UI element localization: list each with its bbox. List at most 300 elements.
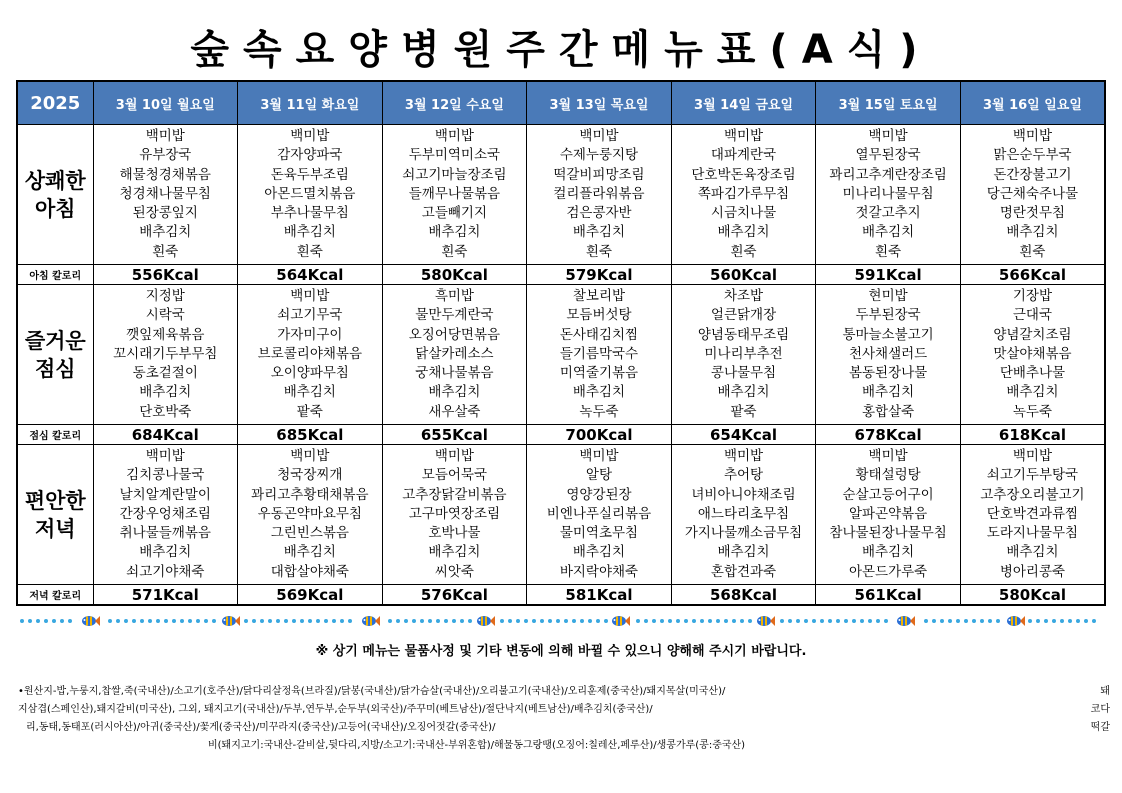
dish-item: 아몬드가루죽: [848, 563, 928, 580]
dot: [108, 619, 112, 623]
dish-item: 그린빈스볶음: [270, 525, 349, 542]
dot: [852, 619, 856, 623]
dish-item: 백미밥: [434, 127, 474, 144]
dish-item: 흰죽: [441, 243, 468, 260]
dot: [412, 619, 416, 623]
dot: [500, 619, 504, 623]
dish-item: 홍합살죽: [862, 403, 915, 420]
menu-cell: [671, 125, 816, 265]
dot: [324, 619, 328, 623]
dish-item: 당근채숙주나물: [986, 185, 1079, 202]
dish-item: 배추김치: [283, 544, 336, 561]
menu-cell: [671, 445, 816, 585]
dish-item: 시락국: [145, 307, 185, 324]
dish-item: 호박나물: [428, 525, 481, 542]
dot: [708, 619, 712, 623]
dot: [308, 619, 312, 623]
kcal-row: [17, 585, 1105, 606]
dish-item: 모듬어묵국: [421, 467, 488, 484]
dot: [860, 619, 864, 623]
kcal-row: [17, 425, 1105, 445]
dot: [740, 619, 744, 623]
fish-icon: [1005, 613, 1025, 629]
dish-item: 들깨무나물볶음: [408, 185, 501, 202]
kcal-value: 655Kcal: [382, 425, 527, 445]
kcal-value: 654Kcal: [671, 425, 816, 445]
menu-cell: [960, 285, 1105, 425]
dot: [196, 619, 200, 623]
dot: [68, 619, 72, 623]
dot: [116, 619, 120, 623]
origin-side-text: 돼: [1100, 686, 1110, 697]
dish-item: 백미밥: [145, 447, 185, 464]
dot: [932, 619, 936, 623]
kcal-value: 556Kcal: [93, 265, 238, 285]
dish-item: 단호박돈육장조림: [691, 166, 796, 183]
dish-item: 돈사태김치찜: [559, 326, 639, 343]
dot: [316, 619, 320, 623]
dot: [156, 619, 160, 623]
dish-item: 배추김치: [1006, 224, 1059, 241]
dot: [124, 619, 128, 623]
dish-item: 부추나물무침: [270, 205, 349, 222]
kcal-value: 568Kcal: [671, 585, 816, 606]
day-header: 3월 15일 토요일: [816, 81, 961, 125]
dot: [644, 619, 648, 623]
kcal-value: 564Kcal: [238, 265, 383, 285]
menu-cell: [382, 445, 527, 585]
dish-item: 차조밥: [723, 287, 764, 304]
kcal-value: 561Kcal: [816, 585, 961, 606]
dot: [260, 619, 264, 623]
dish-item: 감자양파국: [277, 147, 343, 164]
menu-cell: [960, 445, 1105, 585]
dot: [1084, 619, 1088, 623]
dish-item: 백미밥: [579, 447, 619, 464]
dish-item: 배추김치: [1006, 544, 1059, 561]
dish-item: 알탕: [585, 467, 613, 484]
dot: [148, 619, 152, 623]
origin-side-text: 코다: [1090, 704, 1110, 715]
dish-item: 배추김치: [428, 544, 481, 561]
year-cell: 2025: [17, 81, 93, 125]
dot: [348, 619, 352, 623]
dish-item: 대합살야채죽: [270, 563, 349, 580]
dot: [180, 619, 184, 623]
dish-item: 배추김치: [1006, 384, 1059, 401]
dish-item: 봄동된장나물: [848, 365, 928, 382]
dot: [508, 619, 512, 623]
dot: [436, 619, 440, 623]
notice-text: ※ 상기 메뉴는 물품사정 및 기타 변동에 의해 바뀔 수 있으니 양해해 주시기 바랍니다.: [315, 644, 807, 659]
dish-item: 참나물된장나물무침: [829, 525, 947, 542]
fish-icon: [610, 613, 630, 629]
dish-item: 배추김치: [139, 224, 192, 241]
origin-side-fragments: [1060, 683, 1110, 737]
dish-item: 배추김치: [139, 544, 192, 561]
dish-item: 병아리콩죽: [999, 563, 1066, 580]
dot: [660, 619, 664, 623]
dish-item: 아몬드멸치볶음: [264, 185, 356, 202]
dot: [876, 619, 880, 623]
dot: [388, 619, 392, 623]
dish-item: 물미역초무침: [559, 525, 639, 542]
dish-item: 꼬시래기두부무침: [113, 345, 218, 362]
dish-item: 백미밥: [290, 127, 330, 144]
day-header: 3월 12일 수요일: [382, 81, 527, 125]
dish-item: 가자미구이: [277, 326, 343, 343]
dish-item: 영양강된장: [566, 486, 632, 503]
dot: [404, 619, 408, 623]
dot: [820, 619, 824, 623]
dot: [244, 619, 248, 623]
dish-item: 쇠고기야채죽: [126, 563, 205, 580]
dot: [468, 619, 472, 623]
dish-item: 배추김치: [862, 544, 915, 561]
dish-item: 백미밥: [868, 127, 908, 144]
dish-item: 녀비아니야채조림: [691, 486, 796, 503]
dish-item: 추어탕: [723, 467, 764, 484]
meal-row: [17, 125, 1105, 265]
dish-item: 팥죽: [730, 403, 757, 420]
menu-cell: [382, 285, 527, 425]
dish-item: 쇠고기무국: [277, 307, 343, 324]
dish-item: 떡갈비피망조림: [553, 166, 645, 183]
origin-line: 리,동태,동태포(러시아산)/아귀(중국산)/꽃게(중국산)/미꾸라지(중국산)/고등어(국내산)/오징어젓갈(중국산)/: [26, 722, 496, 733]
dot: [20, 619, 24, 623]
dot: [956, 619, 960, 623]
dot: [1060, 619, 1064, 623]
dot: [884, 619, 888, 623]
dot: [724, 619, 728, 623]
dot: [692, 619, 696, 623]
meal-name: [17, 445, 93, 585]
dish-item: 통마늘소불고기: [842, 326, 934, 343]
dot: [572, 619, 576, 623]
dot: [268, 619, 272, 623]
dish-item: 브로콜리야채볶음: [257, 345, 362, 362]
kcal-value: 678Kcal: [816, 425, 961, 445]
dot: [732, 619, 736, 623]
dish-item: 가지나물깨소금무침: [684, 525, 803, 542]
origin-info: [18, 683, 1038, 755]
dot: [804, 619, 808, 623]
menu-cell: [527, 285, 672, 425]
dish-item: 간장우엉채조림: [119, 505, 211, 522]
dish-item: 깻잎제육볶음: [126, 326, 205, 343]
dish-item: 백미밥: [145, 127, 185, 144]
dot: [460, 619, 464, 623]
dish-item: 팥죽: [296, 403, 323, 420]
kcal-value: 569Kcal: [238, 585, 383, 606]
fish-icon: [80, 613, 100, 629]
dish-item: 배추김치: [862, 384, 915, 401]
origin-line: •원산지-밥,누룽지,찹쌀,죽(국내산)/소고기(호주산)/닭다리살정육(브라질)/닭봉(국내산)/닭가슴살(국내산)/오리불고기(국내산)/오리훈제(중국산)/돼지목살(미국산)/: [18, 686, 726, 697]
dish-item: 쇠고기마늘장조림: [402, 166, 507, 183]
meal-name-line: 편안한: [24, 488, 86, 513]
dish-item: 고추장닭갈비볶음: [402, 486, 507, 503]
day-header: 3월 10일 월요일: [93, 81, 238, 125]
day-header: 3월 11일 화요일: [238, 81, 383, 125]
dish-item: 두부미역미소국: [408, 147, 501, 164]
dish-item: 백미밥: [868, 447, 908, 464]
dish-item: 백미밥: [1012, 127, 1052, 144]
origin-line: 지삼겹(스페인산),돼지갈비(미국산), 그외, 돼지고기(국내산)/두부,연두부,순두부(외국산)/주꾸미(베트남산)/절단낙지(베트남산)/배추김치(중국산)/: [18, 704, 653, 715]
dot: [700, 619, 704, 623]
dish-item: 명란젓무침: [999, 205, 1066, 222]
kcal-value: 580Kcal: [960, 585, 1105, 606]
dot: [596, 619, 600, 623]
dish-item: 배추김치: [572, 384, 626, 401]
dish-item: 도라지나물무침: [986, 525, 1079, 542]
dish-item: 기장밥: [1012, 287, 1052, 304]
dish-item: 씨앗죽: [434, 563, 474, 580]
dish-item: 배추김치: [717, 384, 770, 401]
page-title: 숲속요양병원주간메뉴표(A식): [190, 27, 932, 73]
dot: [540, 619, 544, 623]
dot: [748, 619, 752, 623]
dot: [988, 619, 992, 623]
menu-cell: [671, 285, 816, 425]
menu-cell: [527, 445, 672, 585]
decorative-dot-border: [20, 612, 1100, 632]
dish-item: 천사채샐러드: [848, 345, 928, 362]
dish-item: 배추김치: [283, 384, 336, 401]
dish-item: 시금치나물: [710, 205, 777, 222]
dish-item: 양념갈치조림: [993, 326, 1072, 343]
dish-item: 컬리플라워볶음: [553, 185, 645, 202]
dish-item: 청국장찌개: [277, 467, 343, 484]
dot: [980, 619, 984, 623]
dish-item: 청경채나물무침: [119, 185, 211, 202]
menu-cell: [816, 445, 961, 585]
kcal-row: [17, 265, 1105, 285]
day-header: 3월 13일 목요일: [527, 81, 672, 125]
dish-item: 고들빼기지: [421, 205, 488, 222]
menu-cell: [238, 285, 383, 425]
dish-item: 새우살죽: [428, 403, 481, 420]
dish-item: 젓갈고추지: [855, 205, 921, 222]
dish-item: 모듬버섯탕: [566, 307, 632, 324]
dot: [580, 619, 584, 623]
menu-cell: [527, 125, 672, 265]
meal-name-line: 점심: [34, 356, 76, 381]
dish-item: 오이양파무침: [270, 365, 349, 382]
dish-item: 단호박견과류찜: [986, 505, 1079, 522]
dish-item: 배추김치: [428, 224, 481, 241]
fish-icon: [755, 613, 775, 629]
dot: [396, 619, 400, 623]
fish-icon: [360, 613, 380, 629]
dot: [452, 619, 456, 623]
dot: [284, 619, 288, 623]
meal-name-line: 아침: [34, 196, 76, 221]
dish-item: 백미밥: [290, 447, 330, 464]
meal-name-line: 저녁: [34, 516, 76, 541]
dot: [52, 619, 56, 623]
dot: [716, 619, 720, 623]
dot: [532, 619, 536, 623]
kcal-value: 579Kcal: [527, 265, 672, 285]
kcal-value: 576Kcal: [382, 585, 527, 606]
dot: [556, 619, 560, 623]
dish-item: 녹두죽: [1012, 403, 1052, 420]
dish-item: 날치알계란말이: [119, 486, 211, 503]
kcal-label: 점심 칼로리: [17, 425, 93, 445]
dish-item: 꽈리고추황태채볶음: [251, 486, 369, 503]
dish-item: 맛살야채볶음: [993, 345, 1072, 362]
kcal-value: 684Kcal: [93, 425, 238, 445]
kcal-value: 560Kcal: [671, 265, 816, 285]
dot: [204, 619, 208, 623]
dish-item: 두부된장국: [855, 307, 921, 324]
dot: [300, 619, 304, 623]
dish-item: 검은콩자반: [566, 205, 632, 222]
dish-item: 현미밥: [868, 287, 908, 304]
meal-name-line: 즐거운: [24, 328, 86, 353]
dish-item: 순살고등어구이: [842, 486, 934, 503]
dish-item: 흰죽: [585, 243, 613, 260]
dot: [188, 619, 192, 623]
menu-cell: [816, 285, 961, 425]
dot: [340, 619, 344, 623]
dot: [292, 619, 296, 623]
origin-side-text: 떡갈: [1090, 722, 1110, 733]
meal-name-line: 상쾌한: [24, 168, 86, 193]
dish-item: 돈육두부조림: [270, 166, 349, 183]
dot: [788, 619, 792, 623]
dish-item: 대파계란국: [710, 147, 777, 164]
dot: [516, 619, 520, 623]
dish-item: 백미밥: [579, 127, 619, 144]
dot: [172, 619, 176, 623]
dot: [684, 619, 688, 623]
dish-item: 백미밥: [723, 447, 764, 464]
menu-cell: [960, 125, 1105, 265]
dot: [924, 619, 928, 623]
dot: [28, 619, 32, 623]
dish-item: 된장콩잎지: [132, 205, 198, 222]
dish-item: 맑은순두부국: [993, 147, 1072, 164]
dish-item: 얼큰닭개장: [710, 307, 777, 324]
dot: [964, 619, 968, 623]
dish-item: 쇠고기두부탕국: [986, 467, 1079, 484]
dish-item: 유부장국: [139, 147, 192, 164]
dot: [332, 619, 336, 623]
dot: [796, 619, 800, 623]
dish-item: 우동곤약마요무침: [257, 505, 362, 522]
dot: [164, 619, 168, 623]
dish-item: 단배추나물: [999, 365, 1066, 382]
dish-item: 찰보리밥: [572, 287, 626, 304]
dot: [1044, 619, 1048, 623]
dot: [1068, 619, 1072, 623]
dot: [140, 619, 144, 623]
origin-line: 비(돼지고기:국내산-갈비살,뒷다리,지방/소고기:국내산-부위혼합)/해물동그랑땡(오징어:칠레산,페루산)/생콩가루(콩:중국산): [208, 740, 746, 751]
dot: [812, 619, 816, 623]
dot: [420, 619, 424, 623]
dot: [44, 619, 48, 623]
day-header: 3월 14일 금요일: [671, 81, 816, 125]
kcal-value: 700Kcal: [527, 425, 672, 445]
dot: [780, 619, 784, 623]
dot: [276, 619, 280, 623]
dot: [444, 619, 448, 623]
dish-item: 고구마엿장조림: [408, 505, 501, 522]
dish-item: 백미밥: [290, 287, 330, 304]
dish-item: 미역줄기볶음: [559, 365, 639, 382]
dish-item: 단호박죽: [139, 403, 192, 420]
dish-item: 흑미밥: [434, 287, 474, 304]
dish-item: 열무된장국: [855, 147, 921, 164]
dish-item: 흰죽: [296, 243, 323, 260]
dot: [428, 619, 432, 623]
kcal-value: 566Kcal: [960, 265, 1105, 285]
dish-item: 들기름막국수: [559, 345, 639, 362]
dish-item: 배추김치: [428, 384, 481, 401]
day-header: 3월 16일 일요일: [960, 81, 1105, 125]
dish-item: 백미밥: [723, 127, 764, 144]
dish-item: 녹두죽: [579, 403, 619, 420]
kcal-value: 591Kcal: [816, 265, 961, 285]
dot: [564, 619, 568, 623]
dish-item: 미나리부추전: [704, 345, 783, 362]
dish-item: 취나물들깨볶음: [119, 525, 211, 542]
dot: [844, 619, 848, 623]
menu-cell: [382, 125, 527, 265]
header-row: [17, 81, 1105, 125]
dish-item: 지정밥: [145, 287, 185, 304]
meal-name: [17, 125, 93, 265]
dish-item: 흰죽: [152, 243, 179, 260]
dish-item: 백미밥: [434, 447, 474, 464]
dish-item: 해물청경채볶음: [119, 166, 211, 183]
dish-item: 배추김치: [572, 544, 626, 561]
dot: [548, 619, 552, 623]
dish-item: 오징어당면볶음: [408, 326, 501, 343]
dish-item: 흰죽: [1019, 243, 1046, 260]
menu-cell: [816, 125, 961, 265]
kcal-value: 580Kcal: [382, 265, 527, 285]
dish-item: 비엔나푸실리볶음: [546, 505, 652, 522]
dot: [1076, 619, 1080, 623]
meal-row: [17, 445, 1105, 585]
dot: [1036, 619, 1040, 623]
dish-item: 콩나물무침: [710, 365, 777, 382]
dot: [996, 619, 1000, 623]
dish-item: 백미밥: [1012, 447, 1052, 464]
dish-item: 근대국: [1012, 307, 1052, 324]
menu-cell: [93, 285, 238, 425]
dot: [828, 619, 832, 623]
dot: [940, 619, 944, 623]
dish-item: 궁채나물볶음: [415, 365, 494, 382]
menu-cell: [238, 125, 383, 265]
dish-item: 배추김치: [717, 544, 770, 561]
dish-item: 흰죽: [730, 243, 757, 260]
dot: [1092, 619, 1096, 623]
dish-item: 꽈리고추계란장조림: [829, 166, 947, 183]
dot: [836, 619, 840, 623]
dot: [636, 619, 640, 623]
dish-item: 배추김치: [139, 384, 192, 401]
dot: [524, 619, 528, 623]
dish-item: 양념동태무조림: [697, 326, 790, 343]
menu-cell: [93, 125, 238, 265]
dish-item: 고추장오리불고기: [980, 486, 1085, 503]
dot: [60, 619, 64, 623]
kcal-value: 685Kcal: [238, 425, 383, 445]
